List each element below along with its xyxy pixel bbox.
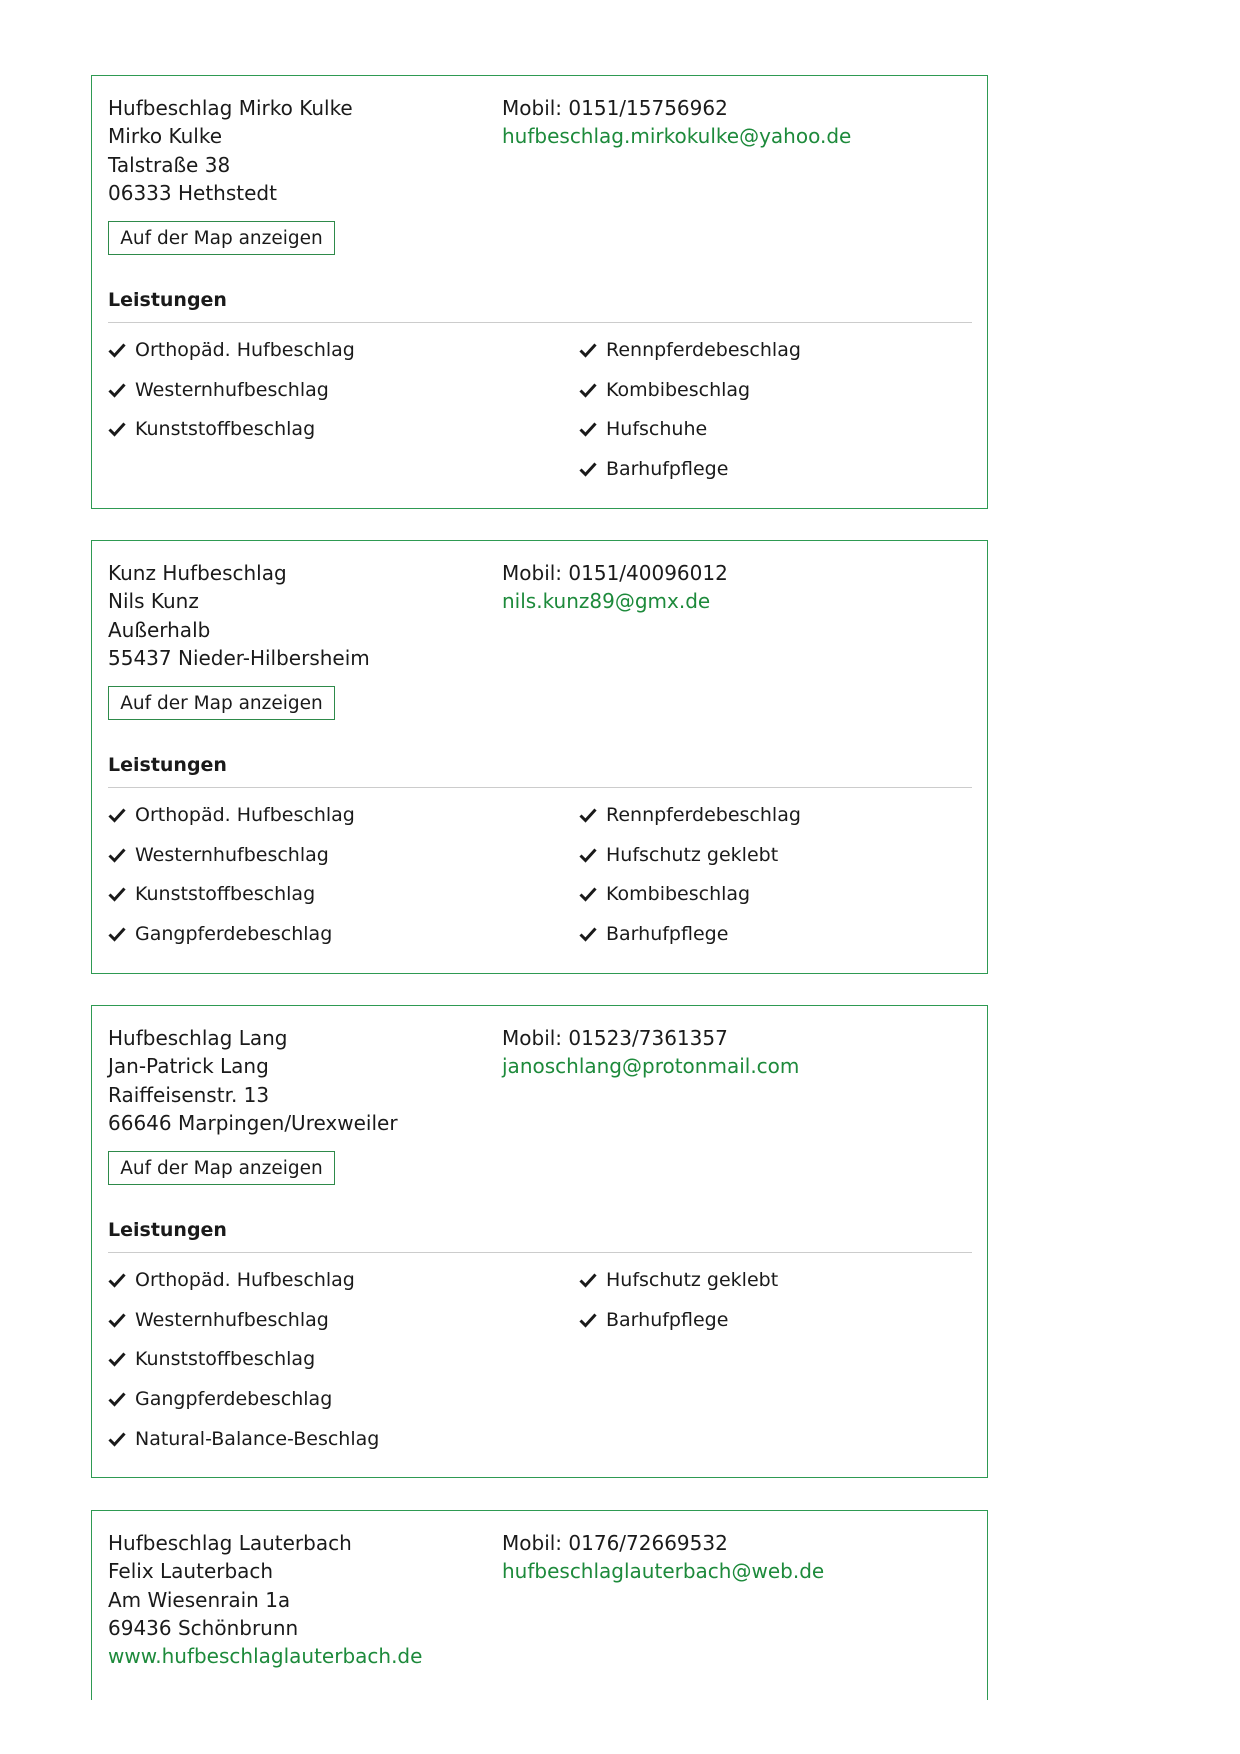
services-column-left: [108, 1268, 379, 1466]
service-item: Gangpferdebeschlag: [108, 922, 355, 962]
company-name: Hufbeschlag Lauterbach: [108, 1531, 352, 1555]
checkmark-icon: [579, 461, 597, 477]
service-item: Gangpferdebeschlag: [108, 1387, 379, 1427]
service-item: Natural-Balance-Beschlag: [108, 1427, 379, 1467]
mobile-phone: Mobil: 0151/15756962: [502, 96, 728, 120]
service-item: Rennpferdebeschlag: [579, 338, 801, 378]
farrier-card: [91, 1510, 988, 1700]
farrier-card: [91, 1005, 988, 1478]
service-item: Kunststoffbeschlag: [108, 882, 355, 922]
mobile-phone: Mobil: 0151/40096012: [502, 561, 728, 585]
address-block: [108, 94, 353, 207]
city: 06333 Hethstedt: [108, 180, 277, 205]
contact-person: Mirko Kulke: [108, 124, 223, 149]
checkmark-icon: [108, 807, 126, 823]
service-item: Hufschuhe: [579, 417, 801, 457]
checkmark-icon: [579, 342, 597, 358]
city: 55437 Nieder-Hilbersheim: [108, 645, 370, 670]
contact-person: Nils Kunz: [108, 589, 199, 614]
checkmark-icon: [579, 886, 597, 902]
checkmark-icon: [579, 1312, 597, 1328]
divider: [108, 322, 972, 323]
street: Talstraße 38: [108, 152, 231, 177]
email-link[interactable]: nils.kunz89@gmx.de: [502, 589, 711, 614]
checkmark-icon: [579, 421, 597, 437]
street: Raiffeisenstr. 13: [108, 1082, 270, 1107]
city: 69436 Schönbrunn: [108, 1615, 299, 1640]
service-item: Kombibeschlag: [579, 882, 801, 922]
checkmark-icon: [108, 926, 126, 942]
divider: [108, 787, 972, 788]
service-item: Rennpferdebeschlag: [579, 803, 801, 843]
street: Am Wiesenrain 1a: [108, 1587, 291, 1612]
service-item: Westernhufbeschlag: [108, 843, 355, 883]
checkmark-icon: [579, 807, 597, 823]
services-column-right: [579, 1268, 778, 1347]
checkmark-icon: [108, 1351, 126, 1367]
services-column-left: [108, 338, 355, 457]
company-name: Hufbeschlag Mirko Kulke: [108, 96, 353, 120]
farrier-card: [91, 75, 988, 509]
email-link[interactable]: hufbeschlag.mirkokulke@yahoo.de: [502, 124, 852, 149]
service-item: Westernhufbeschlag: [108, 378, 355, 418]
checkmark-icon: [108, 886, 126, 902]
checkmark-icon: [108, 1391, 126, 1407]
city: 66646 Marpingen/Urexweiler: [108, 1110, 398, 1135]
show-on-map-button[interactable]: Auf der Map anzeigen: [108, 1151, 335, 1185]
website-link[interactable]: www.hufbeschlaglauterbach.de: [108, 1644, 423, 1669]
checkmark-icon: [579, 1272, 597, 1288]
street: Außerhalb: [108, 617, 211, 642]
checkmark-icon: [108, 1312, 126, 1328]
mobile-phone: Mobil: 01523/7361357: [502, 1026, 728, 1050]
service-item: Hufschutz geklebt: [579, 1268, 778, 1308]
service-item: Barhufpflege: [579, 922, 801, 962]
address-block: [108, 559, 370, 672]
service-item: Orthopäd. Hufbeschlag: [108, 1268, 379, 1308]
checkmark-icon: [108, 421, 126, 437]
services-heading: Leistungen: [108, 1219, 227, 1241]
service-item: Orthopäd. Hufbeschlag: [108, 338, 355, 378]
contact-block: [502, 94, 851, 151]
email-link[interactable]: janoschlang@protonmail.com: [502, 1054, 800, 1079]
show-on-map-button[interactable]: Auf der Map anzeigen: [108, 221, 335, 255]
service-item: Westernhufbeschlag: [108, 1308, 379, 1348]
service-item: Barhufpflege: [579, 1308, 778, 1348]
address-block: [108, 1529, 422, 1670]
checkmark-icon: [108, 847, 126, 863]
checkmark-icon: [579, 926, 597, 942]
service-item: Orthopäd. Hufbeschlag: [108, 803, 355, 843]
checkmark-icon: [579, 847, 597, 863]
services-column-right: [579, 338, 801, 497]
checkmark-icon: [108, 1272, 126, 1288]
checkmark-icon: [108, 342, 126, 358]
services-heading: Leistungen: [108, 754, 227, 776]
farrier-card: [91, 540, 988, 974]
contact-person: Felix Lauterbach: [108, 1559, 274, 1584]
email-link[interactable]: hufbeschlaglauterbach@web.de: [502, 1559, 825, 1584]
services-column-right: [579, 803, 801, 962]
service-item: Kombibeschlag: [579, 378, 801, 418]
service-item: Barhufpflege: [579, 457, 801, 497]
services-column-left: [108, 803, 355, 962]
services-heading: Leistungen: [108, 289, 227, 311]
contact-block: [502, 1024, 799, 1081]
contact-block: [502, 559, 728, 616]
service-item: Kunststoffbeschlag: [108, 1347, 379, 1387]
checkmark-icon: [108, 1431, 126, 1447]
show-on-map-button[interactable]: Auf der Map anzeigen: [108, 686, 335, 720]
checkmark-icon: [579, 382, 597, 398]
mobile-phone: Mobil: 0176/72669532: [502, 1531, 728, 1555]
divider: [108, 1252, 972, 1253]
contact-block: [502, 1529, 824, 1586]
company-name: Hufbeschlag Lang: [108, 1026, 288, 1050]
checkmark-icon: [108, 382, 126, 398]
contact-person: Jan-Patrick Lang: [108, 1054, 269, 1079]
company-name: Kunz Hufbeschlag: [108, 561, 287, 585]
service-item: Hufschutz geklebt: [579, 843, 801, 883]
service-item: Kunststoffbeschlag: [108, 417, 355, 457]
address-block: [108, 1024, 398, 1137]
